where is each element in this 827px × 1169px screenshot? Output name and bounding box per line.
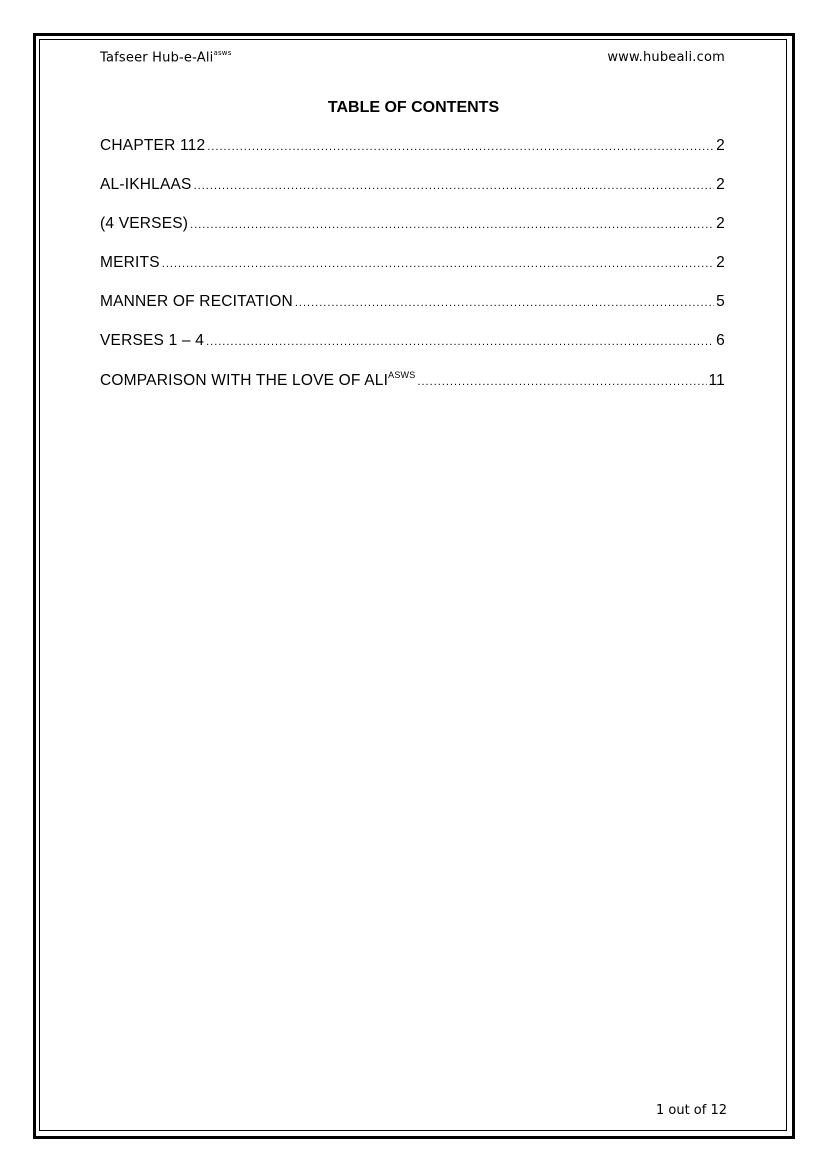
toc-dot-leader	[295, 297, 714, 309]
toc-entry-page: 2	[716, 254, 725, 271]
toc-entry-page: 5	[716, 293, 725, 310]
header-title-superscript: asws	[213, 49, 232, 57]
toc-dot-leader	[162, 258, 714, 270]
toc-list	[100, 137, 725, 410]
toc-dot-leader	[417, 376, 706, 388]
toc-dot-leader	[206, 336, 714, 348]
toc-entry-label	[100, 371, 415, 390]
toc-entry-merits[interactable]	[100, 254, 725, 293]
header-title	[100, 50, 232, 65]
toc-entry-page: 6	[716, 332, 725, 349]
toc-entry-page: 11	[708, 372, 725, 390]
toc-entry-al-ikhlaas[interactable]	[100, 176, 725, 215]
toc-entry-comparison-love-of-ali[interactable]	[100, 371, 725, 410]
header-website: www.hubeali.com	[607, 50, 725, 65]
page-indicator: 1 out of 12	[655, 1103, 727, 1118]
header-title-text: Tafseer Hub-e-Ali	[100, 50, 214, 66]
toc-entry-manner-of-recitation[interactable]	[100, 293, 725, 332]
toc-entry-page: 2	[716, 176, 725, 193]
toc-entry-label: VERSES 1 – 4	[100, 332, 205, 349]
toc-dot-leader	[190, 219, 714, 231]
toc-entry-chapter-112[interactable]	[100, 137, 725, 176]
toc-entry-page: 2	[716, 137, 725, 154]
toc-entry-label-superscript: ASWS	[388, 370, 416, 380]
toc-dot-leader	[194, 180, 715, 192]
toc-dot-leader	[207, 141, 714, 153]
toc-entry-label: AL-IKHLAAS	[100, 176, 192, 193]
toc-entry-label: MANNER OF RECITATION	[100, 293, 293, 310]
toc-entry-label: (4 VERSES)	[100, 215, 189, 232]
toc-entry-verses-1-4[interactable]	[100, 332, 725, 371]
toc-entry-4-verses[interactable]	[100, 215, 725, 254]
toc-entry-label-text: COMPARISON WITH THE LOVE OF ALI	[100, 372, 389, 390]
toc-entry-page: 2	[716, 215, 725, 232]
toc-entry-label: CHAPTER 112	[100, 137, 206, 154]
toc-title: TABLE OF CONTENTS	[327, 99, 500, 116]
toc-entry-label: MERITS	[100, 254, 160, 271]
